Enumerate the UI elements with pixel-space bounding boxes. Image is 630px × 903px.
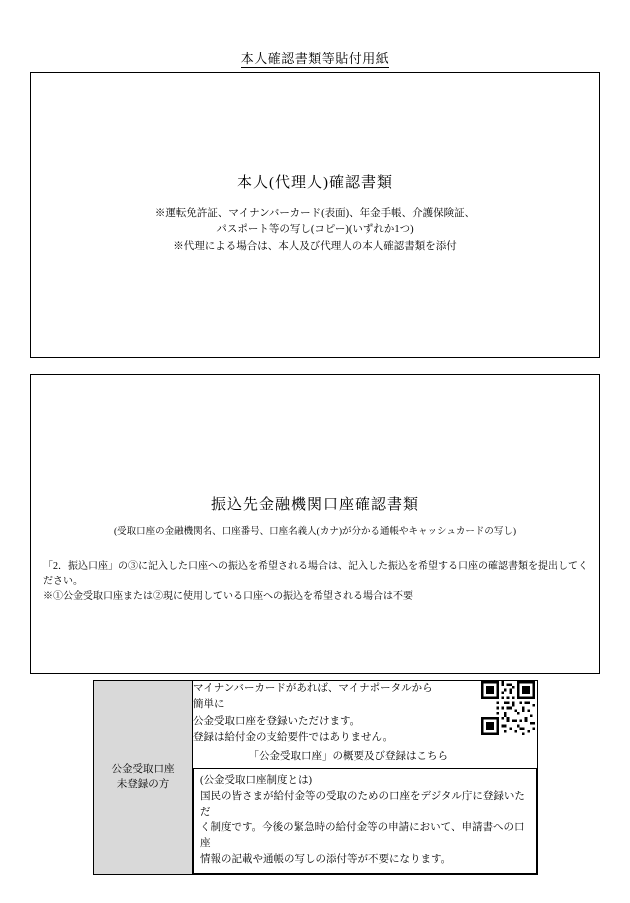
page-title-text: 本人確認書類等貼付用紙 [240,51,390,66]
identity-note-line-1: ※運転免許証、マイナンバーカード(表面)、年金手帳、介護保険証、 [154,208,476,219]
koukin-inner-line-3: く制度です。今後の緊急時の給付金等の申請において、申請書への口座 [200,822,525,850]
koukin-content-cell [193,681,538,875]
page-title [0,48,630,67]
koukin-description [193,681,443,746]
bank-body-line-1: 「2．振込口座」の③に記入した口座への振込を希望される場合は、記入した振込を希望する口座の確認書類を提出してください。 [43,561,588,587]
identity-documents-content [31,171,599,255]
table-row [94,681,538,875]
koukin-registration-link[interactable]: 「公金受取口座」の概要及び登録はこちら [248,751,448,763]
koukin-inner-line-1: (公金受取口座制度とは) [200,775,312,787]
bank-documents-subtitle: (受取口座の金融機関名、口座番号、口座名義人(カナ)が分かる通帳やキャッシュカードの写し) [114,527,516,537]
koukin-account-table [93,680,538,875]
koukin-desc-line-2: 公金受取口座を登録いただけます。 [193,715,361,727]
koukin-top-content [193,681,537,763]
koukin-inner-line-4: 情報の記載や通帳の写しの添付等が不要になります。 [200,853,452,865]
identity-note-line-2: パスポート等の写し(コピー)(いずれか1つ) [216,224,414,236]
identity-documents-box [30,72,600,358]
qr-code-icon[interactable] [481,681,535,735]
koukin-system-explanation-box [193,768,537,874]
koukin-desc-line-3: 登録は給付金の支給要件ではありません。 [193,731,394,743]
identity-documents-notes [31,206,599,255]
bank-body-line-2: ※①公金受取口座または②現に使用している口座への振込を希望される場合は不要 [43,591,413,602]
koukin-inner-line-2: 国民の皆さまが給付金等の受取のための口座をデジタル庁に登録いただ [200,790,525,818]
bank-documents-body [43,559,589,604]
bank-documents-box [30,374,600,674]
koukin-label-line-1: 公金受取口座 [111,763,175,775]
identity-documents-heading: 本人(代理人)確認書類 [237,175,393,191]
koukin-desc-line-1: マイナンバーカードがあれば、マイナポータルから簡単に [193,683,433,711]
koukin-label-line-2: 未登録の方 [116,779,170,791]
koukin-label-cell [94,681,193,875]
identity-note-line-3: ※代理による場合は、本人及び代理人の本人確認書類を添付 [173,240,457,252]
bank-documents-heading: 振込先金融機関口座確認書類 [210,497,419,513]
